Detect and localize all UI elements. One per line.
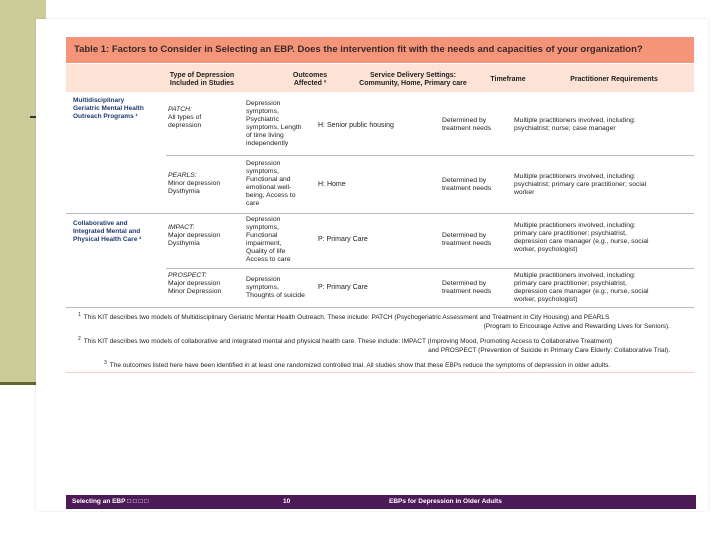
footer-section-title: Selecting an EBP □ □ □ □	[72, 498, 149, 505]
timeframe-text: treatment needs	[442, 240, 492, 247]
practitioner-text: primary care practitioner; psychiatrist,	[514, 230, 627, 237]
practitioner-text: depression care manager (e.g., nurse, social	[514, 288, 649, 295]
footnote-number: 2	[78, 336, 81, 343]
row-pearls-delivery: H: Home	[318, 181, 346, 188]
timeframe-text: treatment needs	[442, 288, 492, 295]
footnote-3	[78, 359, 670, 371]
model-name: PATCH:	[168, 106, 192, 113]
group-label-line: Physical Health Care ²	[73, 236, 142, 243]
sidebar-rule	[0, 382, 38, 385]
footnote-text: This KIT describes two models of Multidisciplinary Geriatric Mental Health Outreach. These include: PATCH (Psychogeriatric Assessment and Treatment in City Housing) and PEARLS	[83, 314, 610, 322]
header-outcomes-line2: Affected ³	[293, 80, 327, 87]
type-text: Dysthymia	[168, 188, 200, 195]
row-prospect-practitioner	[514, 272, 694, 304]
group-label-line: Collaborative and	[73, 220, 128, 227]
practitioner-text: worker	[514, 189, 535, 196]
row-patch-timeframe	[442, 117, 512, 133]
row-patch-type	[168, 106, 242, 130]
practitioner-text: psychiatrist; primary care practitioner; social	[514, 181, 647, 188]
type-text: Minor Depression	[168, 288, 222, 295]
practitioner-text: Multiple practitioners involved, including:	[514, 117, 636, 124]
outcome-text: Depression	[246, 276, 281, 283]
outcome-text: Quality of life	[246, 248, 286, 255]
header-outcomes-line1: Outcomes	[292, 72, 328, 79]
group-label-line: Integrated Mental and	[73, 228, 141, 235]
row-divider	[166, 155, 694, 156]
group-label-line: Multidisciplinary	[73, 97, 125, 104]
group-label-line: Geriatric Mental Health	[73, 105, 144, 112]
type-text: All types of	[168, 114, 202, 121]
row-divider	[166, 268, 694, 269]
outcome-text: of time living	[246, 132, 284, 139]
outcome-text: Access to care	[246, 256, 291, 263]
footnote-text: and PROSPECT (Prevention of Suicide in Primary Care Elderly: Collaborative Trial).	[428, 346, 670, 354]
type-text: Major depression	[168, 280, 221, 287]
timeframe-text: Determined by	[442, 177, 487, 184]
outcome-text: symptoms,	[246, 224, 279, 231]
footnote-text: This KIT describes two models of collaborative and integrated mental and physical health care. These include: IMPACT (Improving Mood, Promoting Access to Collaborative Treatment)	[83, 338, 613, 346]
outcome-text: independently	[246, 140, 289, 147]
practitioner-text: primary care practitioner; psychiatrist,	[514, 280, 627, 287]
footnote-2	[78, 335, 670, 355]
notes-rule	[66, 372, 694, 373]
outcome-text: Thoughts of suicide	[246, 292, 305, 299]
footnote-text: (Program to Encourage Active and Rewarding Lives for Seniors).	[483, 322, 670, 330]
header-service	[348, 72, 478, 88]
timeframe-text: Determined by	[442, 232, 487, 239]
header-timeframe: Timeframe	[490, 76, 526, 83]
group-label-outreach	[73, 97, 144, 121]
outcome-text: symptoms,	[246, 284, 279, 291]
practitioner-text: worker, psychologist)	[514, 246, 578, 253]
header-service-line2: Community, Home, Primary care	[359, 80, 467, 87]
practitioner-text: Multiple practitioners involved, including:	[514, 173, 636, 180]
timeframe-text: Determined by	[442, 280, 487, 287]
outcome-text: being, Access to	[246, 192, 296, 199]
outcome-text: impairment,	[246, 240, 282, 247]
header-service-line1: Service Delivery Settings:	[370, 72, 456, 79]
header-type-line2: Included in Studies	[169, 80, 235, 87]
row-impact-timeframe	[442, 232, 512, 248]
outcome-text: care	[246, 200, 260, 207]
footer-page-number: 10	[283, 498, 291, 505]
practitioner-text: worker, psychologist)	[514, 296, 578, 303]
model-name: IMPACT:	[168, 224, 195, 231]
timeframe-text: treatment needs	[442, 185, 492, 192]
type-text: Dysthymia	[168, 240, 200, 247]
outcome-text: Functional	[246, 232, 278, 239]
model-name: PEARLS:	[168, 172, 197, 179]
header-type-line1: Type of Depression	[169, 72, 235, 79]
footnote-number: 3	[104, 360, 107, 367]
footnote-1	[78, 311, 670, 331]
outcome-text: Functional and	[246, 176, 291, 183]
outcome-text: symptoms,	[246, 108, 279, 115]
row-impact-practitioner	[514, 222, 694, 254]
row-prospect-outcomes	[246, 276, 318, 300]
footer-document-title: EBPs for Depression in Older Adults	[389, 498, 502, 505]
header-practitioner: Practitioner Requirements	[570, 76, 658, 83]
outcome-text: Depression	[246, 100, 281, 107]
row-patch-delivery: H: Senior public housing	[318, 122, 394, 129]
outcome-text: symptoms,	[246, 168, 279, 175]
page-footer	[66, 495, 696, 509]
practitioner-text: Multiple practitioners involved, including:	[514, 222, 636, 229]
row-prospect-delivery: P: Primary Care	[318, 284, 368, 291]
footnote-text: The outcomes listed here have been identified in at least one randomized controlled trial. All studies show that these EBPs reduce the symptoms of depression in older adults.	[109, 362, 611, 370]
type-text: Major depression	[168, 232, 221, 239]
row-pearls-timeframe	[442, 177, 512, 193]
outcome-text: Depression	[246, 160, 281, 167]
table-title: Table 1: Factors to Consider in Selecting an EBP. Does the intervention fit with the needs and capacities of your organization?	[66, 37, 694, 63]
row-prospect-type	[168, 272, 242, 296]
type-text: depression	[168, 122, 202, 129]
row-patch-outcomes	[246, 100, 318, 148]
group-label-line: Outreach Programs ¹	[73, 113, 138, 120]
row-impact-delivery: P: Primary Care	[318, 236, 368, 243]
outcome-text: Psychiatric	[246, 116, 279, 123]
table-bottom-rule	[66, 307, 694, 308]
row-impact-outcomes	[246, 216, 318, 264]
footnote-number: 1	[78, 312, 81, 318]
type-text: Minor depression	[168, 180, 221, 187]
timeframe-text: Determined by	[442, 117, 487, 124]
document-page	[36, 19, 708, 511]
row-impact-type	[168, 224, 242, 248]
table-header	[66, 64, 694, 92]
row-pearls-practitioner	[514, 173, 694, 197]
outcome-text: Depression	[246, 216, 281, 223]
outcome-text: emotional well-	[246, 184, 292, 191]
row-pearls-outcomes	[246, 160, 318, 208]
practitioner-text: Multiple practitioners involved, including:	[514, 272, 636, 279]
model-name: PROSPECT:	[168, 272, 207, 279]
header-outcomes	[276, 72, 344, 88]
practitioner-text: depression care manager (e.g., nurse, social	[514, 238, 649, 245]
timeframe-text: treatment needs	[442, 125, 492, 132]
row-pearls-type	[168, 172, 242, 196]
practitioner-text: psychiatrist; nurse; case manager	[514, 125, 616, 132]
header-type	[162, 72, 242, 88]
footnotes	[78, 311, 670, 375]
row-prospect-timeframe	[442, 280, 512, 296]
group-label-collaborative	[73, 220, 141, 244]
outcome-text: symptoms, Length	[246, 124, 302, 131]
row-patch-practitioner	[514, 117, 694, 133]
group-divider	[66, 213, 694, 214]
